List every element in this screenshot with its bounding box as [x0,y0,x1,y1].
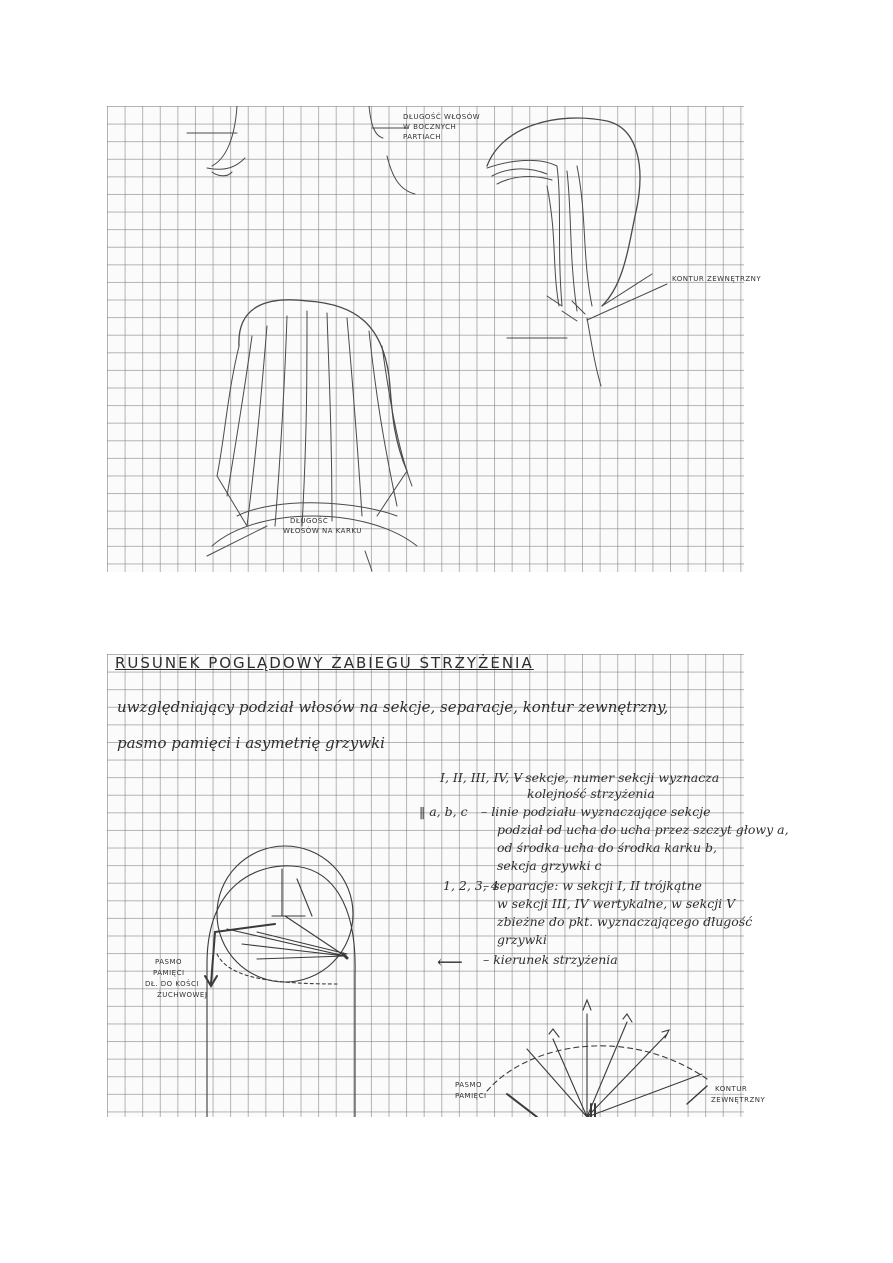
legend-text-sections-2: kolejność strzyżenia [527,786,655,801]
label-memory-strand-4: ŻUCHWOWEJ [157,991,208,999]
head-sections-diagram [107,654,744,1117]
legend-text-lines-2: podział od ucha do ucha przez szczyt głowy a, [497,822,789,837]
legend-symbol-direction: ⟵ [437,952,463,973]
label-nape-length-1: DŁUGOŚĆ [290,517,329,525]
label-memory-strand-bottom-1: PASMO [455,1081,483,1089]
label-memory-strand-bottom-2: PAMIĘCI [455,1092,487,1100]
legend-text-direction: – kierunek strzyżenia [483,952,618,967]
legend-text-separations: – separacje: w sekcji I, II trójkątne [483,878,702,893]
diagram-description-line-1: uwzględniający podział włosów na sekcje, separacje, kontur zewnętrzny, [117,698,669,716]
label-side-length-3: PARTIACH [403,133,442,141]
label-nape-length-2: WŁOSÓW NA KARKU [283,527,362,535]
diagram-title: RUSUNEK POGLĄDOWY ZABIEGU STRZYŻENIA [115,654,534,672]
legend-text-lines-4: sekcja grzywki c [497,858,602,873]
label-side-length-1: DŁUGOŚĆ WŁOSÓW [403,113,481,121]
legend-text-separations-4: grzywki [497,932,547,947]
hairstyle-sketches [107,106,744,572]
legend-symbol-sections: I, II, III, IV, V [440,770,523,785]
label-contour-bottom-1: KONTUR [715,1085,748,1093]
sketch-sheet-cutting-diagram [107,654,789,1117]
label-outer-contour: KONTUR ZEWNĘTRZNY [672,275,762,283]
legend-text-separations-3: zbieżne do pkt. wyznaczającego długość [497,914,753,929]
label-memory-strand-2: PAMIĘCI [153,969,185,977]
label-side-length-2: W BOCZNYCH [403,123,457,131]
legend-symbol-separations: 1, 2, 3, 4 [443,878,499,893]
legend-text-separations-2: w sekcji III, IV wertykalne, w sekcji V [497,896,736,911]
legend-symbol-lines: ‖ a, b, c [419,804,468,819]
label-memory-strand-1: PASMO [155,958,183,966]
diagram-description-line-2: pasmo pamięci i asymetrię grzywki [117,734,385,752]
legend-text-sections: – sekcje, numer sekcji wyznacza [515,770,720,785]
label-memory-strand-3: DŁ. DO KOŚCI [145,980,200,988]
legend-text-lines-3: od środka ucha do środka karku b, [497,840,717,855]
label-contour-bottom-2: ZEWNĘTRZNY [711,1096,766,1104]
legend-text-lines: – linie podziału wyznaczające sekcje [481,804,711,819]
sketch-sheet-hairstyle-views [107,106,762,572]
